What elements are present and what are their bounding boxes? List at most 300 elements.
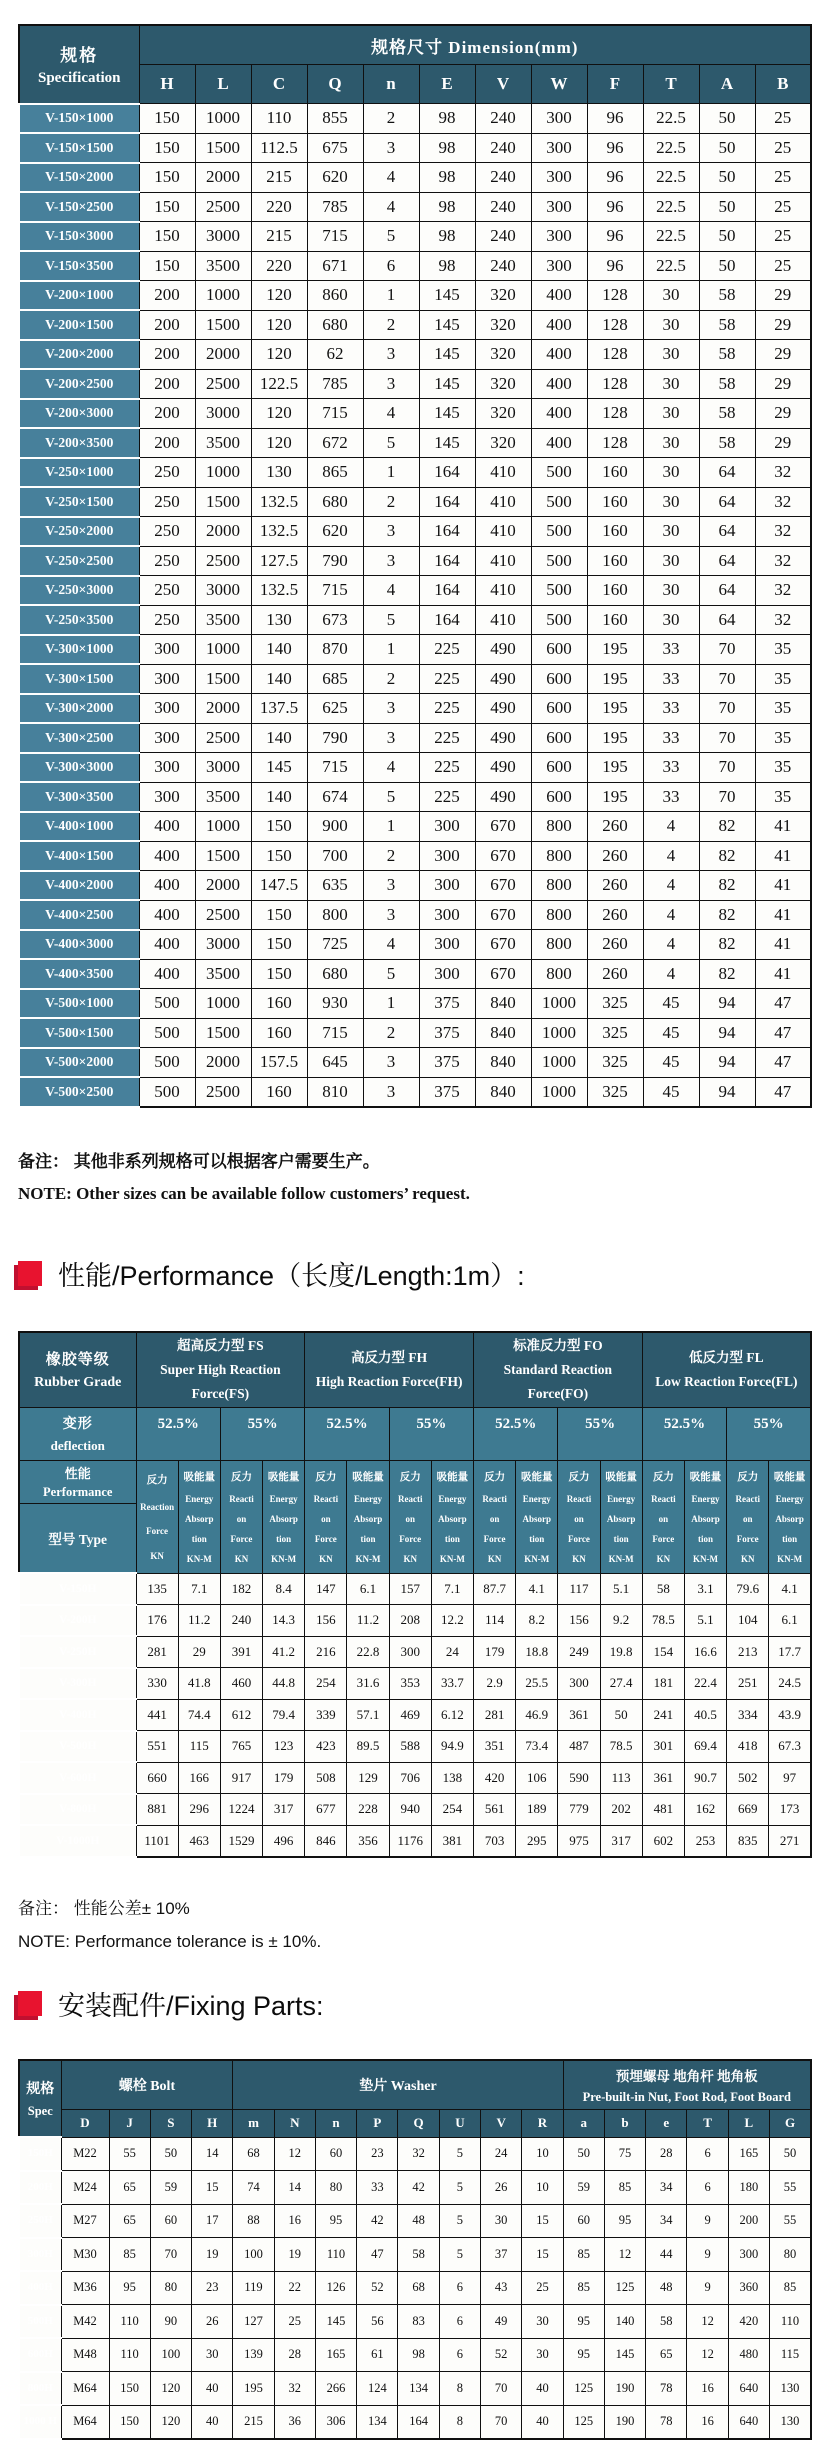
cell: 260 [587, 841, 643, 871]
cell: 3500 [195, 428, 251, 458]
cell: 128 [587, 369, 643, 399]
subcolumn-cn: 吸能量 [352, 1472, 384, 1484]
cell: 320 [475, 399, 531, 429]
type-label: V-600H [19, 1762, 136, 1794]
cell: 3000 [195, 576, 251, 606]
table-row [19, 841, 811, 871]
cell: 490 [475, 723, 531, 753]
cell: M64 [61, 2372, 109, 2406]
cell: 9.2 [600, 1605, 642, 1637]
group-line: High Reaction Force(FH) [315, 1373, 463, 1389]
cell: 500 [531, 517, 587, 547]
cell: 165 [728, 2137, 769, 2171]
cell: 49 [481, 2305, 522, 2339]
subcolumn-line: KN-M [355, 1553, 381, 1564]
cell: 295 [516, 1825, 558, 1857]
cell: 25 [755, 192, 811, 222]
cell: 202 [600, 1794, 642, 1826]
cell: 6 [439, 2271, 480, 2305]
cell: 1 [363, 989, 419, 1019]
cell: 360 [728, 2271, 769, 2305]
cell: 195 [587, 782, 643, 812]
cell: 940 [389, 1794, 431, 1826]
cell: 790 [307, 723, 363, 753]
cell: 1000 [195, 812, 251, 842]
subcolumn-line: Energy [185, 1494, 214, 1505]
cell: 32 [755, 487, 811, 517]
cell: 140 [251, 723, 307, 753]
cell: 29 [755, 399, 811, 429]
cell: 361 [558, 1699, 600, 1731]
cell: 94 [699, 1077, 755, 1107]
cell: 500 [531, 605, 587, 635]
cell: 645 [307, 1048, 363, 1078]
cell: 98 [419, 251, 475, 281]
cell: 640 [728, 2405, 769, 2439]
cell: 296 [178, 1794, 220, 1826]
cell: 115 [770, 2338, 812, 2372]
cell: 75 [604, 2137, 645, 2171]
cell: 40.5 [684, 1699, 726, 1731]
group-label-cn: 预埋螺母 地角杆 地角板 [615, 2068, 758, 2084]
cell: 114 [474, 1605, 516, 1637]
cell: 82 [699, 930, 755, 960]
cell: 215 [251, 163, 307, 193]
fix-column-header: G [770, 2109, 812, 2137]
cell: 1176 [389, 1825, 431, 1857]
table-row [19, 2405, 811, 2439]
cell: 160 [587, 458, 643, 488]
type-label: V-400H [19, 1699, 136, 1731]
cell: 195 [587, 635, 643, 665]
deflection-value: 55% [389, 1407, 473, 1460]
table-row [19, 487, 811, 517]
cell: 96 [587, 104, 643, 134]
cell: 441 [136, 1699, 178, 1731]
cell: 110 [109, 2338, 150, 2372]
subcolumn-cn: 吸能量 [605, 1472, 637, 1484]
spec-label: V-200×1500 [19, 310, 139, 340]
nut-rod-board-group-header [563, 2060, 811, 2110]
cell: 800 [531, 812, 587, 842]
spec-label: V-400×2500 [19, 900, 139, 930]
cell: 225 [419, 782, 475, 812]
cell: 60 [150, 2204, 191, 2238]
table-row [19, 576, 811, 606]
spec-label: 250H [19, 2204, 61, 2238]
cell: 240 [475, 104, 531, 134]
spec-label: V-250×1000 [19, 458, 139, 488]
subcolumn-line: Force [146, 1526, 168, 1537]
performance-subcolumn-header [558, 1460, 600, 1573]
cell: 2000 [195, 340, 251, 370]
spec-label: V-400×2000 [19, 871, 139, 901]
cell: 6 [363, 251, 419, 281]
fix-column-header: e [646, 2109, 687, 2137]
spec-label: V-200×2500 [19, 369, 139, 399]
cell: 96 [587, 251, 643, 281]
cell: 150 [251, 959, 307, 989]
cell: 150 [139, 163, 195, 193]
cell: 30 [643, 517, 699, 547]
cell: 2000 [195, 1048, 251, 1078]
cell: 58 [646, 2305, 687, 2339]
cell: 82 [699, 812, 755, 842]
cell: 8.2 [516, 1605, 558, 1637]
cell: 78.5 [642, 1605, 684, 1637]
cell: 670 [475, 900, 531, 930]
subcolumn-line: KN-M [608, 1553, 634, 1564]
cell: 95 [563, 2305, 604, 2339]
grade-group-header [305, 1332, 474, 1408]
subcolumn-line: Reacti [229, 1494, 254, 1505]
cell: 300 [419, 841, 475, 871]
cell: 145 [419, 340, 475, 370]
table-row [19, 2204, 811, 2238]
cell: 30 [643, 369, 699, 399]
subcolumn-line: tion [360, 1533, 376, 1544]
cell: 45 [643, 1048, 699, 1078]
cell: 225 [419, 723, 475, 753]
cell: 320 [475, 428, 531, 458]
cell: 87.7 [474, 1573, 516, 1605]
table-row [19, 871, 811, 901]
cell: 220 [251, 192, 307, 222]
cell: 400 [531, 369, 587, 399]
cell: 34 [646, 2204, 687, 2238]
cell: 250 [139, 487, 195, 517]
cell: 400 [531, 428, 587, 458]
cell: 5 [363, 959, 419, 989]
fix-column-header: D [61, 2109, 109, 2137]
group-line: Force(FS) [191, 1385, 250, 1401]
subcolumn-line: Absorp [691, 1513, 720, 1524]
type-label-cell: 型号 Type [19, 1503, 136, 1573]
cell: 150 [109, 2372, 150, 2406]
cell: 35 [755, 753, 811, 783]
cell: 97 [769, 1762, 811, 1794]
dimension-table-corner [19, 25, 139, 104]
subcolumn-cn: 吸能量 [773, 1472, 806, 1484]
cell: 2 [363, 104, 419, 134]
cell: 41 [755, 930, 811, 960]
performance-subcolumn-header [389, 1460, 431, 1573]
cell: 4 [363, 576, 419, 606]
cell: 12 [274, 2137, 315, 2171]
cell: 200 [139, 281, 195, 311]
dim-column-header: T [643, 65, 699, 104]
cell: 120 [251, 428, 307, 458]
type-label: V-300H [19, 1668, 136, 1700]
cell: 50 [563, 2137, 604, 2171]
cell: 680 [307, 959, 363, 989]
cell: 42 [357, 2204, 398, 2238]
spec-label: V-500×2500 [19, 1077, 139, 1107]
cell: 5 [363, 782, 419, 812]
spec-label: V-400×3000 [19, 930, 139, 960]
cell: 156 [305, 1605, 347, 1637]
cell: 2 [363, 1018, 419, 1048]
subcolumn-line: tion [613, 1533, 629, 1544]
subcolumn-line: Absorp [775, 1513, 804, 1524]
cell: 3000 [195, 930, 251, 960]
cell: 25.5 [516, 1668, 558, 1700]
cell: 400 [139, 959, 195, 989]
cell: 22.5 [643, 222, 699, 252]
rubber-grade-en: Rubber Grade [34, 1375, 122, 1390]
cell: 339 [305, 1699, 347, 1731]
cell: 17 [192, 2204, 233, 2238]
cell: 30 [522, 2338, 563, 2372]
note-cn: 备注： 其他非系列规格可以根据客户需要生产。 [18, 1151, 380, 1171]
deflection-value: 55% [727, 1407, 811, 1460]
cell: 22.5 [643, 104, 699, 134]
cell: 42 [398, 2171, 439, 2205]
cell: 164 [398, 2405, 439, 2439]
cell: 240 [220, 1605, 262, 1637]
cell: 671 [307, 251, 363, 281]
fix-column-header: b [604, 2109, 645, 2137]
cell: 3000 [195, 753, 251, 783]
cell: 164 [419, 546, 475, 576]
fix-column-header: H [192, 2109, 233, 2137]
cell: 35 [755, 723, 811, 753]
cell: 34 [646, 2171, 687, 2205]
cell: 22.5 [643, 133, 699, 163]
dim-column-header: H [139, 65, 195, 104]
cell: 3 [363, 546, 419, 576]
cell: 47 [755, 1077, 811, 1107]
cell: 865 [307, 458, 363, 488]
cell: 82 [699, 871, 755, 901]
cell: 375 [419, 989, 475, 1019]
spec-label: V-500×1000 [19, 989, 139, 1019]
table-row [19, 989, 811, 1019]
cell: 3 [363, 871, 419, 901]
table-row [19, 251, 811, 281]
cell: 3 [363, 694, 419, 724]
cell: 3 [363, 340, 419, 370]
cell: 225 [419, 635, 475, 665]
cell: 47 [755, 1018, 811, 1048]
cell: 463 [178, 1825, 220, 1857]
cell: 29 [755, 281, 811, 311]
cell: 157.5 [251, 1048, 307, 1078]
table-row [19, 1077, 811, 1107]
cell: 125 [563, 2405, 604, 2439]
cell: 115 [178, 1731, 220, 1763]
cell: 98 [419, 222, 475, 252]
cell: 670 [475, 959, 531, 989]
cell: 240 [475, 192, 531, 222]
cell: 300 [139, 664, 195, 694]
spec-label: V-250×3000 [19, 576, 139, 606]
cell: 128 [587, 310, 643, 340]
cell: 30 [643, 310, 699, 340]
subcolumn-line: KN [150, 1551, 164, 1562]
cell: 300 [139, 635, 195, 665]
cell: 670 [475, 930, 531, 960]
group-label-en: Pre-built-in Nut, Foot Rod, Foot Board [582, 2089, 792, 2104]
grade-group-header [642, 1332, 811, 1408]
cell: 145 [315, 2305, 356, 2339]
cell: 1224 [220, 1794, 262, 1826]
cell: 8 [439, 2372, 480, 2406]
cell: 215 [233, 2405, 274, 2439]
cell: 47 [755, 989, 811, 1019]
cell: 12 [687, 2305, 728, 2339]
cell: 500 [139, 1018, 195, 1048]
cell: 250 [139, 605, 195, 635]
cell: 410 [475, 576, 531, 606]
cell: 22.4 [684, 1668, 726, 1700]
spec-label: V-300×3500 [19, 782, 139, 812]
cell: 98 [419, 192, 475, 222]
subcolumn-line: Energy [269, 1494, 298, 1505]
cell: 480 [728, 2338, 769, 2372]
cell: 89.5 [347, 1731, 389, 1763]
table-row [19, 2271, 811, 2305]
cell: 82 [699, 841, 755, 871]
cell: 96 [587, 133, 643, 163]
cell: M22 [61, 2137, 109, 2171]
cell: 6.12 [431, 1699, 473, 1731]
cell: 1 [363, 458, 419, 488]
performance-subcolumn-header [263, 1460, 305, 1573]
cell: 300 [531, 251, 587, 281]
subcolumn-lines [558, 1465, 599, 1569]
cell: 40 [192, 2372, 233, 2406]
cell: 65 [109, 2171, 150, 2205]
cell: 12 [687, 2338, 728, 2372]
dim-column-header: F [587, 65, 643, 104]
spec-label: 150H [19, 2137, 61, 2171]
cell: 10 [522, 2137, 563, 2171]
table-row [19, 517, 811, 547]
subcolumn-cn: 反力 [399, 1472, 421, 1484]
subcolumn-cn: 反力 [737, 1472, 759, 1484]
cell: 137.5 [251, 694, 307, 724]
note-cn: 备注： 性能公差± 10% [18, 1898, 190, 1918]
cell: 50 [699, 192, 755, 222]
table-row [19, 2305, 811, 2339]
cell: 61 [357, 2338, 398, 2372]
subcolumn-lines [685, 1465, 726, 1569]
cell: 840 [475, 1018, 531, 1048]
cell: 375 [419, 1048, 475, 1078]
cell: 30 [643, 281, 699, 311]
cell: 48 [398, 2204, 439, 2238]
type-label: V-800H [19, 1794, 136, 1826]
cell: 400 [139, 841, 195, 871]
cell: 30 [643, 428, 699, 458]
table-row [19, 340, 811, 370]
cell: 55 [109, 2137, 150, 2171]
subcolumn-line: on [658, 1513, 669, 1524]
type-label: V-500H [19, 1731, 136, 1763]
subcolumn-cn: 吸能量 [521, 1472, 553, 1484]
spec-label: V-150×1000 [19, 104, 139, 134]
cell: 160 [251, 1018, 307, 1048]
table-row [19, 104, 811, 134]
cell: 840 [475, 1048, 531, 1078]
grade-group-header [136, 1332, 305, 1408]
cell: 600 [531, 694, 587, 724]
cell: 625 [307, 694, 363, 724]
cell: 106 [516, 1762, 558, 1794]
group-line: Low Reaction Force(FL) [655, 1373, 798, 1389]
cell: 110 [315, 2238, 356, 2272]
cell: 715 [307, 576, 363, 606]
cell: 56 [357, 2305, 398, 2339]
performance-en: Performance [43, 1485, 113, 1500]
cell: 356 [347, 1825, 389, 1857]
cell: 3000 [195, 399, 251, 429]
cell: 195 [587, 723, 643, 753]
performance-subcolumn-header [305, 1460, 347, 1573]
cell: 330 [136, 1668, 178, 1700]
cell: 3 [363, 369, 419, 399]
cell: 800 [531, 930, 587, 960]
table-row [19, 2372, 811, 2406]
cell: 58 [699, 310, 755, 340]
dimension-table [18, 24, 812, 1108]
cell: 260 [587, 930, 643, 960]
cell: 2500 [195, 369, 251, 399]
cell: 68 [233, 2137, 274, 2171]
cell: 1500 [195, 133, 251, 163]
cell: 164 [419, 458, 475, 488]
cell: 2500 [195, 546, 251, 576]
cell: M64 [61, 2405, 109, 2439]
cell: 29 [755, 340, 811, 370]
cell: 100 [150, 2338, 191, 2372]
group-line: 超高反力型 FS [177, 1337, 264, 1353]
cell: 30 [643, 576, 699, 606]
cell: 160 [587, 576, 643, 606]
cell: 508 [305, 1762, 347, 1794]
cell: 400 [531, 340, 587, 370]
cell: 78 [646, 2372, 687, 2406]
subcolumn-line: KN [656, 1553, 671, 1564]
cell: 881 [136, 1794, 178, 1826]
deflection-en: deflection [50, 1438, 105, 1453]
cell: 16 [274, 2204, 315, 2238]
spec-label: V-500×2000 [19, 1048, 139, 1078]
spec-label: 300H [19, 2238, 61, 2272]
cell: 160 [587, 517, 643, 547]
cell: 110 [251, 104, 307, 134]
cell: 1000 [195, 104, 251, 134]
group-line: 低反力型 FL [689, 1349, 764, 1365]
cell: 4 [363, 753, 419, 783]
cell: 8 [439, 2405, 480, 2439]
cell: 1000 [531, 989, 587, 1019]
subcolumn-line: Reaction [140, 1501, 175, 1512]
performance-label-cell [19, 1460, 136, 1503]
cell: 200 [139, 399, 195, 429]
cell: 917 [220, 1762, 262, 1794]
cell: 64 [699, 576, 755, 606]
cell: 680 [307, 310, 363, 340]
cell: 32 [274, 2372, 315, 2406]
cell: 130 [770, 2405, 812, 2439]
cell: 150 [139, 192, 195, 222]
cell: 469 [389, 1699, 431, 1731]
cell: 2000 [195, 517, 251, 547]
fixing-parts-table [18, 2059, 812, 2440]
cell: 400 [139, 871, 195, 901]
